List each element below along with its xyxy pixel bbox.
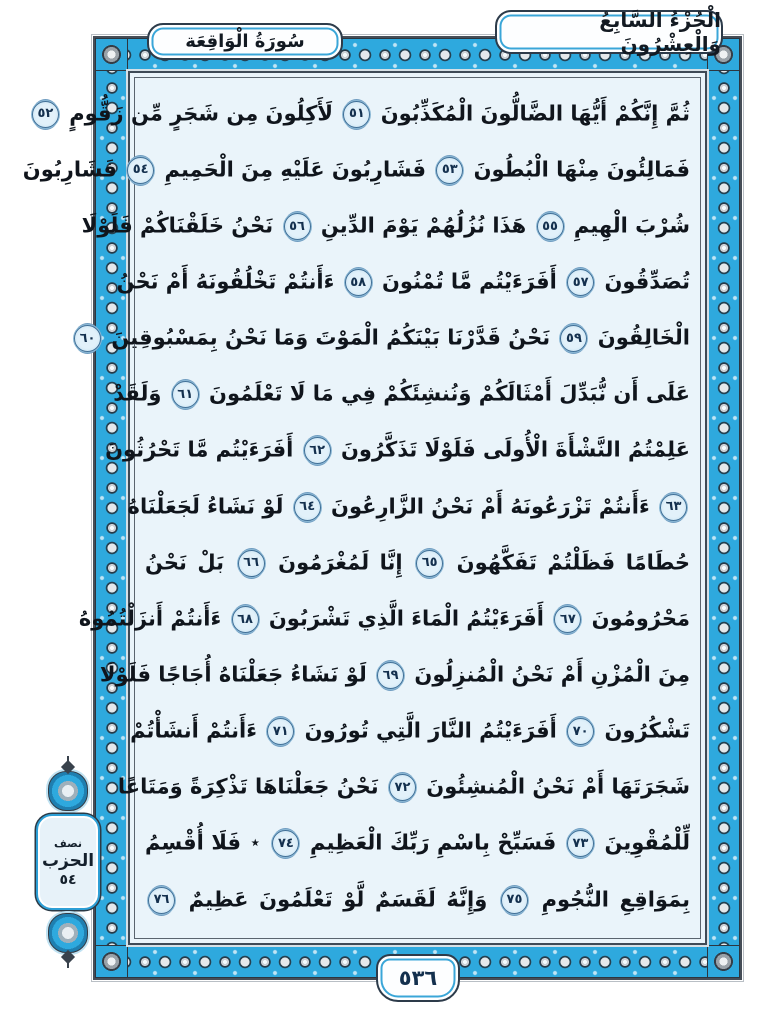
mushaf-line bbox=[145, 535, 690, 591]
hizb-label-main: الحزب bbox=[41, 850, 95, 871]
verse-text: فَمَالِئُونَ مِنْهَا الْبُطُونَ bbox=[473, 157, 690, 182]
verse-text: أَفَرَءَيْتُمُ النَّارَ الَّتِي تُورُونَ bbox=[304, 718, 557, 743]
verse-text: وَلَقَدْ bbox=[113, 381, 162, 406]
verse-text: فَشَارِبُونَ عَلَيْهِ مِنَ الْحَمِيمِ bbox=[164, 157, 426, 182]
frame-corner-rosette bbox=[95, 38, 128, 71]
mushaf-line bbox=[37, 86, 690, 142]
verse-text: تَشْكُرُونَ bbox=[604, 718, 690, 743]
ayah-number-marker: ٦٠ bbox=[74, 325, 101, 352]
ayah-number-marker: ٧٢ bbox=[389, 774, 416, 801]
verse-text: فَشَارِبُونَ bbox=[22, 157, 117, 182]
verse-text: ثُمَّ إِنَّكُمْ أَيُّهَا الضَّالُّونَ الْمُكَذِّبُونَ bbox=[380, 101, 690, 126]
verse-text: وَإِنَّهُ لَقَسَمٌ لَّوْ تَعْلَمُونَ عَظِيمٌ bbox=[188, 887, 488, 912]
hizb-margin-ornament bbox=[28, 756, 108, 984]
hizb-medallion bbox=[36, 814, 100, 910]
verse-text: هَذَا نُزُلُهُمْ يَوْمَ الدِّينِ bbox=[320, 213, 527, 238]
verse-text: نَحْنُ خَلَقْنَاكُمْ فَلَوْلَا bbox=[81, 213, 274, 238]
verse-text: ءَأَنتُمْ تَخْلُقُونَهُ أَمْ نَحْنُ bbox=[116, 269, 335, 294]
ayah-number-marker: ٧١ bbox=[267, 718, 294, 745]
ayah-number-marker: ٥٢ bbox=[32, 101, 59, 128]
mushaf-line bbox=[105, 423, 690, 479]
verse-text: ءَأَنتُمْ أَنزَلْتُمُوهُ bbox=[78, 606, 222, 631]
ayah-number-marker: ٧٦ bbox=[148, 887, 175, 914]
juz-title-text: الْجُزْءُ السَّابِعُ وَالْعِشْرُونَ bbox=[599, 8, 721, 56]
ayah-number-marker: ٥٤ bbox=[127, 157, 154, 184]
mushaf-line bbox=[22, 142, 690, 198]
verse-text: عَلِمْتُمُ النَّشْأَةَ الْأُولَى فَلَوْلَا تَذَكَّرُونَ bbox=[340, 437, 690, 462]
verse-text: مِنَ الْمُزْنِ أَمْ نَحْنُ الْمُنزِلُونَ bbox=[414, 662, 690, 687]
rub-el-hizb-star: ٭ bbox=[250, 832, 260, 853]
verse-text: شَجَرَتَهَا أَمْ نَحْنُ الْمُنشِئُونَ bbox=[426, 774, 690, 799]
verse-text: مَحْرُومُونَ bbox=[591, 606, 690, 631]
frame-ornament-right bbox=[707, 38, 740, 978]
verse-text: عَلَى أَن نُّبَدِّلَ أَمْثَالَكُمْ وَنُنشِئَكُمْ فِي مَا لَا تَعْلَمُونَ bbox=[209, 381, 690, 406]
mushaf-line bbox=[78, 591, 690, 647]
mushaf-line bbox=[130, 704, 690, 760]
verse-text: بَلْ نَحْنُ bbox=[145, 550, 225, 575]
verse-text: لَوْ نَشَاءُ لَجَعَلْنَاهُ bbox=[127, 494, 284, 519]
mushaf-line bbox=[117, 760, 690, 816]
verse-text: ءَأَنتُمْ تَزْرَعُونَهُ أَمْ نَحْنُ الزَّارِعُونَ bbox=[331, 494, 650, 519]
verse-text: حُطَامًا فَظَلْتُمْ تَفَكَّهُونَ bbox=[456, 550, 691, 575]
mushaf-line bbox=[81, 198, 690, 254]
page-number-text: ٥٣٦ bbox=[398, 966, 438, 990]
mushaf-line bbox=[113, 367, 690, 423]
ayah-number-marker: ٧٥ bbox=[501, 887, 528, 914]
mushaf-line bbox=[99, 647, 690, 703]
verse-text: لَأَكِلُونَ مِن شَجَرٍ مِّن زَقُّومٍ bbox=[69, 101, 334, 126]
verse-text: أَفَرَءَيْتُمُ الْمَاءَ الَّذِي تَشْرَبُونَ bbox=[268, 606, 545, 631]
ayah-number-marker: ٧٣ bbox=[567, 830, 594, 857]
ayah-number-marker: ٧٤ bbox=[272, 830, 299, 857]
verse-text: أَفَرَءَيْتُم مَّا تَحْرُثُونَ bbox=[105, 437, 294, 462]
verse-text: إِنَّا لَمُغْرَمُونَ bbox=[278, 550, 403, 575]
surah-title-text: سُورَةُ الْوَاقِعَة bbox=[185, 31, 305, 52]
ayah-number-marker: ٦٩ bbox=[377, 662, 404, 689]
hizb-number: ٥٤ bbox=[59, 871, 77, 888]
mushaf-line bbox=[145, 872, 690, 928]
page-number-cartouche bbox=[376, 954, 460, 1002]
juz-title-tab bbox=[495, 10, 723, 54]
ayah-number-marker: ٥١ bbox=[343, 101, 370, 128]
ayah-number-marker: ٥٧ bbox=[567, 269, 594, 296]
verse-text: لِّلْمُقْوِينَ bbox=[604, 830, 691, 855]
verse-text: أَفَرَءَيْتُم مَّا تُمْنُونَ bbox=[382, 269, 557, 294]
mushaf-line bbox=[116, 254, 690, 310]
mushaf-line bbox=[79, 311, 690, 367]
ayah-number-marker: ٦٢ bbox=[304, 437, 331, 464]
ayah-number-marker: ٦٧ bbox=[554, 606, 581, 633]
verse-text: ءَأَنتُمْ أَنشَأْتُمْ bbox=[130, 718, 257, 743]
ayah-number-marker: ٧٠ bbox=[567, 718, 594, 745]
verse-text: الْخَالِقُونَ bbox=[597, 325, 690, 350]
ayah-number-marker: ٥٩ bbox=[560, 325, 587, 352]
ornament-finial-bottom bbox=[67, 956, 69, 968]
ornament-rosette-top bbox=[48, 771, 88, 811]
ayah-number-marker: ٦٨ bbox=[232, 606, 259, 633]
surah-title-tab bbox=[147, 23, 343, 60]
mushaf-line bbox=[127, 479, 690, 535]
ayah-number-marker: ٦٥ bbox=[416, 550, 443, 577]
verse-text: فَلَا أُقْسِمُ bbox=[145, 830, 242, 855]
frame-corner-rosette bbox=[707, 945, 740, 978]
ornament-rosette-bottom bbox=[48, 913, 88, 953]
ayah-number-marker: ٦١ bbox=[172, 381, 199, 408]
ayah-number-marker: ٥٣ bbox=[436, 157, 463, 184]
verse-text: شُرْبَ الْهِيمِ bbox=[573, 213, 690, 238]
verse-text: لَوْ نَشَاءُ جَعَلْنَاهُ أُجَاجًا فَلَوْلَا bbox=[99, 662, 367, 687]
ayah-number-marker: ٥٨ bbox=[345, 269, 372, 296]
verse-text: نَحْنُ جَعَلْنَاهَا تَذْكِرَةً وَمَتَاعًا bbox=[117, 774, 379, 799]
verse-text: نَحْنُ قَدَّرْنَا بَيْنَكُمُ الْمَوْتَ وَمَا نَحْنُ بِمَسْبُوقِينَ bbox=[111, 325, 551, 350]
ayah-number-marker: ٥٦ bbox=[284, 213, 311, 240]
verse-text: بِمَوَاقِعِ النُّجُومِ bbox=[541, 887, 691, 912]
ayah-number-marker: ٦٤ bbox=[294, 494, 321, 521]
hizb-label-small: نصف bbox=[53, 836, 83, 850]
ayah-number-marker: ٥٥ bbox=[537, 213, 564, 240]
verse-text: تُصَدِّقُونَ bbox=[604, 269, 690, 294]
mushaf-line bbox=[145, 816, 690, 872]
ayah-number-marker: ٦٦ bbox=[238, 550, 265, 577]
verse-text: فَسَبِّحْ بِاسْمِ رَبِّكَ الْعَظِيمِ bbox=[309, 830, 557, 855]
ayah-number-marker: ٦٣ bbox=[660, 494, 687, 521]
ornament-finial-top bbox=[67, 756, 69, 768]
